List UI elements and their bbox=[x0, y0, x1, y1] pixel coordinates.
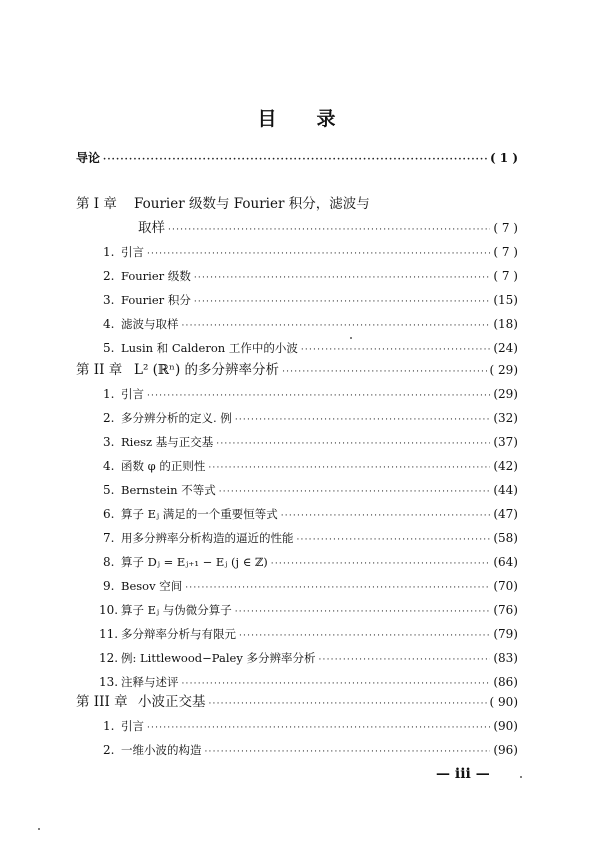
toc-section[interactable] bbox=[103, 482, 518, 500]
section-title: 函数 φ 的正则性 bbox=[121, 459, 206, 473]
section-title: 算子 Eⱼ 满足的一个重要恒等式 bbox=[121, 507, 278, 521]
section-page: (90) bbox=[493, 719, 518, 733]
chapter-title-cont: 取样 bbox=[138, 220, 165, 236]
section-title: 例: Littlewood−Paley 多分辨率分析 bbox=[121, 651, 316, 665]
toc-section[interactable] bbox=[103, 742, 518, 760]
scan-speck bbox=[38, 828, 40, 830]
leader-dots bbox=[318, 652, 490, 668]
section-page: (64) bbox=[493, 555, 518, 569]
toc-section[interactable] bbox=[103, 554, 518, 572]
section-number: 3. bbox=[103, 435, 115, 449]
section-page: (18) bbox=[493, 317, 518, 331]
section-number: 2. bbox=[103, 269, 115, 283]
scan-speck bbox=[350, 337, 352, 339]
section-page: (29) bbox=[493, 387, 518, 401]
toc-entry-page: ( 1 ) bbox=[489, 151, 518, 165]
section-title: 用多分辨率分析构造的逼近的性能 bbox=[121, 531, 294, 545]
leader-dots bbox=[205, 744, 491, 760]
toc-section[interactable] bbox=[103, 292, 518, 310]
leader-dots bbox=[103, 152, 487, 168]
section-title: Bernstein 不等式 bbox=[121, 483, 216, 497]
section-number: 3. bbox=[103, 293, 115, 307]
toc-section[interactable] bbox=[103, 410, 518, 428]
section-number: 9. bbox=[103, 579, 115, 593]
section-number: 12. bbox=[99, 651, 119, 665]
section-page: (76) bbox=[493, 603, 518, 617]
toc-section[interactable] bbox=[103, 434, 518, 452]
section-page: (83) bbox=[493, 651, 518, 665]
toc-section[interactable] bbox=[103, 718, 518, 736]
toc-entry-title: 导论 bbox=[76, 151, 101, 165]
toc-chapter-2[interactable] bbox=[76, 362, 518, 380]
toc-section[interactable] bbox=[103, 530, 518, 548]
leader-dots bbox=[216, 436, 490, 452]
section-number: 1. bbox=[103, 719, 115, 733]
leader-dots bbox=[235, 412, 491, 428]
section-title: Riesz 基与正交基 bbox=[121, 435, 214, 449]
section-page: (24) bbox=[493, 341, 518, 355]
section-page: (32) bbox=[493, 411, 518, 425]
scan-speck bbox=[520, 776, 522, 778]
toc-chapter-1-cont[interactable] bbox=[138, 220, 518, 238]
section-title: Lusin 和 Calderon 工作中的小波 bbox=[121, 341, 298, 355]
page-title: 目 录 bbox=[257, 108, 338, 130]
section-title: 多分辨分析的定义. 例 bbox=[121, 411, 232, 425]
section-title: Besov 空间 bbox=[121, 579, 183, 593]
section-page: ( 7 ) bbox=[493, 245, 518, 259]
leader-dots bbox=[219, 484, 491, 500]
toc-chapter-1[interactable] bbox=[76, 196, 518, 212]
section-title: 算子 Eⱼ 与伪微分算子 bbox=[121, 603, 232, 617]
section-number: 8. bbox=[103, 555, 115, 569]
section-title: Fourier 积分 bbox=[121, 293, 191, 307]
section-number: 2. bbox=[103, 743, 115, 757]
leader-dots bbox=[147, 720, 490, 736]
section-number: 1. bbox=[103, 387, 115, 401]
section-page: (44) bbox=[493, 483, 518, 497]
leader-dots bbox=[147, 246, 490, 262]
section-page: (96) bbox=[493, 743, 518, 757]
section-number: 10. bbox=[99, 603, 119, 617]
section-page: (42) bbox=[493, 459, 518, 473]
toc-section[interactable] bbox=[103, 458, 518, 476]
section-number: 5. bbox=[103, 341, 115, 355]
section-page: (70) bbox=[493, 579, 518, 593]
leader-dots bbox=[208, 460, 490, 476]
toc-section[interactable] bbox=[103, 244, 518, 262]
section-page: (79) bbox=[493, 627, 518, 641]
leader-dots bbox=[182, 318, 491, 334]
chapter-title: Fourier 级数与 Fourier 积分，滤波与 bbox=[134, 196, 370, 212]
leader-dots bbox=[301, 342, 491, 358]
section-number: 13. bbox=[99, 675, 119, 689]
section-title: 算子 Dⱼ = Eⱼ₊₁ − Eⱼ (j ∈ ℤ) bbox=[121, 555, 268, 569]
toc-section[interactable] bbox=[103, 506, 518, 524]
toc-entry-page: ( 29) bbox=[489, 363, 518, 377]
chapter-title: 小波正交基 bbox=[138, 694, 206, 710]
section-number: 2. bbox=[103, 411, 115, 425]
toc-section[interactable] bbox=[99, 602, 518, 620]
leader-dots bbox=[297, 532, 491, 548]
section-page: (37) bbox=[493, 435, 518, 449]
section-title: 多分辩率分析与有限元 bbox=[121, 627, 236, 641]
leader-dots bbox=[168, 222, 490, 238]
section-title: 一维小波的构造 bbox=[121, 743, 202, 757]
section-number: 5. bbox=[103, 483, 115, 497]
page-number-marker: — iii — bbox=[436, 766, 490, 782]
leader-dots bbox=[281, 508, 491, 524]
leader-dots bbox=[194, 294, 491, 310]
chapter-number: 第 I 章 bbox=[76, 196, 117, 212]
leader-dots bbox=[282, 364, 486, 380]
section-page: (86) bbox=[493, 675, 518, 689]
section-number: 7. bbox=[103, 531, 115, 545]
leader-dots bbox=[235, 604, 491, 620]
chapter-title: L² (ℝⁿ) 的多分辨率分析 bbox=[134, 362, 280, 378]
section-number: 4. bbox=[103, 317, 115, 331]
leader-dots bbox=[147, 388, 490, 404]
section-page: ( 7 ) bbox=[493, 269, 518, 283]
toc-section[interactable] bbox=[103, 578, 518, 596]
section-title: 引言 bbox=[121, 387, 144, 401]
section-title: 引言 bbox=[121, 245, 144, 259]
section-title: 引言 bbox=[121, 719, 144, 733]
leader-dots bbox=[209, 696, 487, 712]
toc-entry-page: ( 7 ) bbox=[493, 221, 518, 235]
toc-section[interactable] bbox=[103, 316, 518, 334]
chapter-number: 第 III 章 bbox=[76, 694, 128, 710]
toc-section[interactable] bbox=[99, 626, 518, 644]
section-page: (15) bbox=[493, 293, 518, 307]
toc-section[interactable] bbox=[103, 340, 518, 358]
section-number: 1. bbox=[103, 245, 115, 259]
chapter-number: 第 II 章 bbox=[76, 362, 123, 378]
section-number: 4. bbox=[103, 459, 115, 473]
toc-section[interactable] bbox=[103, 268, 518, 286]
section-title: 注释与述评 bbox=[121, 675, 179, 689]
toc-chapter-3[interactable] bbox=[76, 694, 518, 712]
leader-dots bbox=[194, 270, 491, 286]
section-number: 6. bbox=[103, 507, 115, 521]
leader-dots bbox=[239, 628, 490, 644]
toc-section[interactable] bbox=[103, 386, 518, 404]
section-page: (58) bbox=[493, 531, 518, 545]
leader-dots bbox=[271, 556, 491, 572]
toc-section[interactable] bbox=[99, 674, 518, 692]
toc-entry-page: ( 90) bbox=[489, 695, 518, 709]
section-title: 滤波与取样 bbox=[121, 317, 179, 331]
toc-section[interactable] bbox=[99, 650, 518, 668]
section-page: (47) bbox=[493, 507, 518, 521]
section-title: Fourier 级数 bbox=[121, 269, 191, 283]
section-number: 11. bbox=[99, 627, 119, 641]
leader-dots bbox=[185, 580, 490, 596]
toc-entry-intro[interactable] bbox=[76, 150, 518, 168]
leader-dots bbox=[182, 676, 491, 692]
